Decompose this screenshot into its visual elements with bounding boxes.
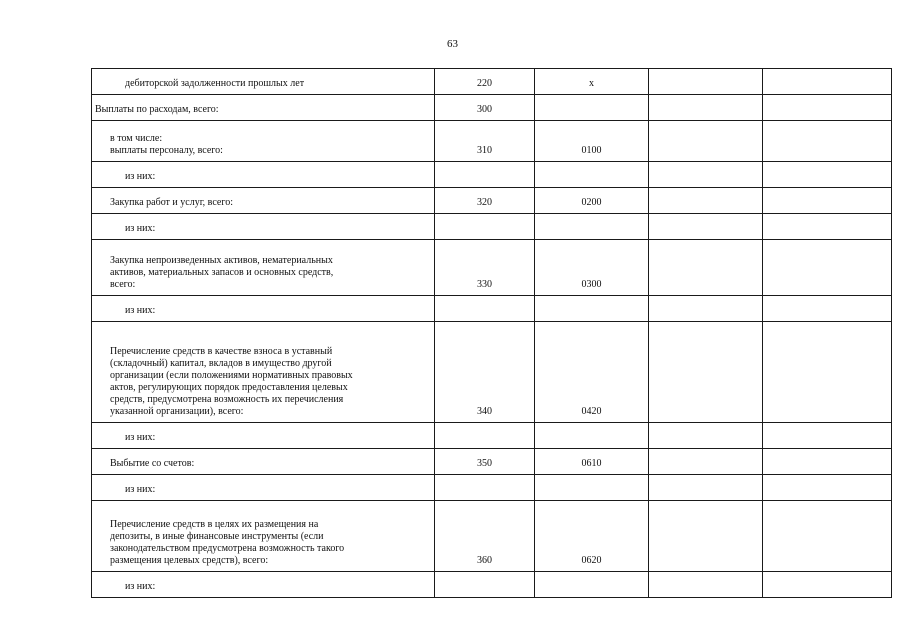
row-kosgu-cell: [535, 296, 649, 322]
row-amount-cell: [649, 95, 763, 121]
row-name-cell: дебиторской задолженности прошлых лет: [92, 69, 435, 95]
report-table: [91, 68, 892, 598]
row-code-cell: 300: [435, 95, 535, 121]
row-amount-cell: [649, 449, 763, 475]
row-amount-cell: [649, 322, 763, 423]
row-name-cell: из них:: [92, 423, 435, 449]
row-amount-cell: [649, 69, 763, 95]
row-kosgu-cell: x: [535, 69, 649, 95]
row-code-cell: 350: [435, 449, 535, 475]
row-code-cell: [435, 572, 535, 598]
row-code-cell: 220: [435, 69, 535, 95]
row-amount-cell: [649, 188, 763, 214]
row-name-cell: Закупка непроизведенных активов, нематериальных активов, материальных запасов и основных средств, всего:: [92, 240, 435, 296]
row-amount-cell: [763, 69, 892, 95]
table-row: [92, 95, 892, 121]
row-amount-cell: [649, 572, 763, 598]
row-amount-cell: [763, 322, 892, 423]
row-name-cell: из них:: [92, 214, 435, 240]
row-name-cell: из них:: [92, 162, 435, 188]
row-kosgu-cell: [535, 475, 649, 501]
row-code-cell: 310: [435, 121, 535, 162]
row-amount-cell: [763, 240, 892, 296]
row-amount-cell: [649, 214, 763, 240]
row-amount-cell: [763, 95, 892, 121]
table-row: [92, 322, 892, 423]
row-name-cell: из них:: [92, 572, 435, 598]
row-kosgu-cell: [535, 95, 649, 121]
row-code-cell: [435, 475, 535, 501]
table-row: [92, 449, 892, 475]
row-amount-cell: [649, 423, 763, 449]
row-kosgu-cell: 0200: [535, 188, 649, 214]
row-kosgu-cell: 0100: [535, 121, 649, 162]
row-kosgu-cell: [535, 214, 649, 240]
row-amount-cell: [649, 475, 763, 501]
row-amount-cell: [763, 449, 892, 475]
row-amount-cell: [649, 240, 763, 296]
row-amount-cell: [763, 188, 892, 214]
row-kosgu-cell: [535, 162, 649, 188]
row-amount-cell: [763, 121, 892, 162]
row-amount-cell: [649, 121, 763, 162]
report-table-body: [92, 69, 892, 598]
row-amount-cell: [649, 296, 763, 322]
row-name-cell: в том числе: выплаты персоналу, всего:: [92, 121, 435, 162]
row-code-cell: 340: [435, 322, 535, 423]
row-name-cell: из них:: [92, 475, 435, 501]
row-name-cell: Выбытие со счетов:: [92, 449, 435, 475]
row-code-cell: [435, 423, 535, 449]
table-row: [92, 188, 892, 214]
table-row: [92, 572, 892, 598]
table-row: [92, 162, 892, 188]
row-amount-cell: [649, 162, 763, 188]
row-amount-cell: [763, 423, 892, 449]
table-row: [92, 296, 892, 322]
row-kosgu-cell: 0610: [535, 449, 649, 475]
row-amount-cell: [763, 572, 892, 598]
row-amount-cell: [763, 296, 892, 322]
row-kosgu-cell: [535, 572, 649, 598]
table-row: [92, 121, 892, 162]
table-row: [92, 69, 892, 95]
row-code-cell: 330: [435, 240, 535, 296]
row-name-cell: Перечисление средств в качестве взноса в уставный (складочный) капитал, вкладов в имущество другой организации (если положениями нормативных правовых актов, регулирующих порядок предоставления целевых средств, предусмотрена возможность их перечисления указанной организации), всего:: [92, 322, 435, 423]
row-kosgu-cell: 0620: [535, 501, 649, 572]
table-row: [92, 475, 892, 501]
row-code-cell: 320: [435, 188, 535, 214]
table-row: [92, 214, 892, 240]
table-row: [92, 423, 892, 449]
row-name-cell: из них:: [92, 296, 435, 322]
row-code-cell: 360: [435, 501, 535, 572]
row-amount-cell: [763, 501, 892, 572]
row-name-cell: Закупка работ и услуг, всего:: [92, 188, 435, 214]
row-amount-cell: [763, 214, 892, 240]
row-kosgu-cell: 0300: [535, 240, 649, 296]
row-amount-cell: [763, 475, 892, 501]
row-name-cell: Выплаты по расходам, всего:: [92, 95, 435, 121]
row-code-cell: [435, 296, 535, 322]
row-name-cell: Перечисление средств в целях их размещения на депозиты, в иные финансовые инструменты (если законодательством предусмотрена возможность такого размещения целевых средств), всего:: [92, 501, 435, 572]
row-amount-cell: [763, 162, 892, 188]
page-number: 63: [447, 38, 458, 50]
row-code-cell: [435, 214, 535, 240]
row-code-cell: [435, 162, 535, 188]
table-row: [92, 240, 892, 296]
row-kosgu-cell: 0420: [535, 322, 649, 423]
row-kosgu-cell: [535, 423, 649, 449]
row-amount-cell: [649, 501, 763, 572]
table-row: [92, 501, 892, 572]
